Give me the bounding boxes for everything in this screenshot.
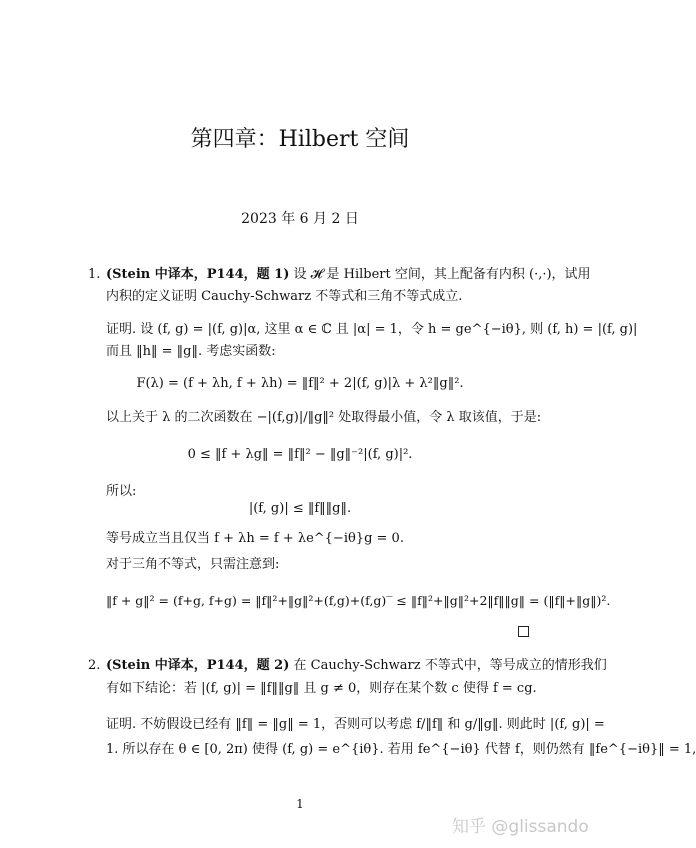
qed-square bbox=[518, 626, 529, 637]
problem-1-text: 设 𝓗 是 Hilbert 空间，其上配备有内积 (·,·)，试用 bbox=[293, 267, 591, 282]
problem-2-text: 在 Cauchy-Schwarz 不等式中，等号成立的情形我们 bbox=[293, 658, 607, 673]
proof-1-line-4: 所以: bbox=[106, 484, 137, 499]
equation-4: ‖f + g‖² = (f+g, f+g) = ‖f‖²+‖g‖²+(f,g)+(f,g)‾ ≤ ‖f‖²+‖g‖²+2‖f‖‖g‖ = (‖f‖+‖g‖)². bbox=[106, 593, 611, 608]
chapter-title: 第四章：Hilbert 空间 bbox=[190, 127, 410, 152]
proof-1-line-1: 证明. 设 (f, g) = |(f, g)|α, 这里 α ∈ ℂ 且 |α| = 1，令 h = ge^{−iθ}, 则 (f, h) = |(f, g)| bbox=[106, 322, 638, 337]
equation-3: |(f, g)| ≤ ‖f‖‖g‖. bbox=[248, 501, 352, 516]
watermark: 知乎 @glissando bbox=[452, 817, 589, 837]
date-line: 2023 年 6 月 2 日 bbox=[241, 211, 359, 227]
problem-2-statement-line-2: 有如下结论：若 |(f, g)| = ‖f‖‖g‖ 且 g ≠ 0，则存在某个数 c 使得 f = cg. bbox=[106, 681, 537, 696]
equation-2: 0 ≤ ‖f + λg‖ = ‖f‖² − ‖g‖⁻²|(f, g)|². bbox=[187, 447, 413, 462]
proof-1-line-2: 而且 ‖h‖ = ‖g‖. 考虑实函数: bbox=[106, 344, 276, 359]
problem-1-number: 1. bbox=[88, 267, 101, 282]
proof-1-line-3: 以上关于 λ 的二次函数在 −|(f,g)|/‖g‖² 处取得最小值，令 λ 取该值，于是: bbox=[106, 410, 542, 425]
problem-2-statement-line-1 bbox=[106, 657, 607, 675]
proof-2-line-2: 1. 所以存在 θ ∈ [0, 2π) 使得 (f, g) = e^{iθ}. 若用 fe^{−iθ} 代替 f，则仍然有 ‖fe^{−iθ}‖ = 1, bbox=[106, 742, 696, 757]
proof-1-line-5: 等号成立当且仅当 f + λh = f + λe^{−iθ}g = 0. bbox=[106, 531, 404, 546]
problem-2-source: (Stein 中译本，P144，题 2) bbox=[106, 658, 290, 673]
problem-1-statement-line-2: 内积的定义证明 Cauchy-Schwarz 不等式和三角不等式成立. bbox=[106, 289, 463, 304]
problem-1-statement-line-1 bbox=[106, 266, 591, 284]
problem-1-source: (Stein 中译本，P144，题 1) bbox=[106, 267, 290, 282]
proof-1-line-6: 对于三角不等式，只需注意到: bbox=[106, 557, 280, 572]
equation-1: F(λ) = (f + λh, f + λh) = ‖f‖² + 2|(f, g)|λ + λ²‖g‖². bbox=[136, 376, 464, 391]
page-number: 1 bbox=[296, 797, 304, 811]
problem-2-number: 2. bbox=[88, 658, 101, 673]
proof-2-line-1: 证明. 不妨假设已经有 ‖f‖ = ‖g‖ = 1，否则可以考虑 f/‖f‖ 和 g/‖g‖. 则此时 |(f, g)| = bbox=[106, 717, 605, 732]
